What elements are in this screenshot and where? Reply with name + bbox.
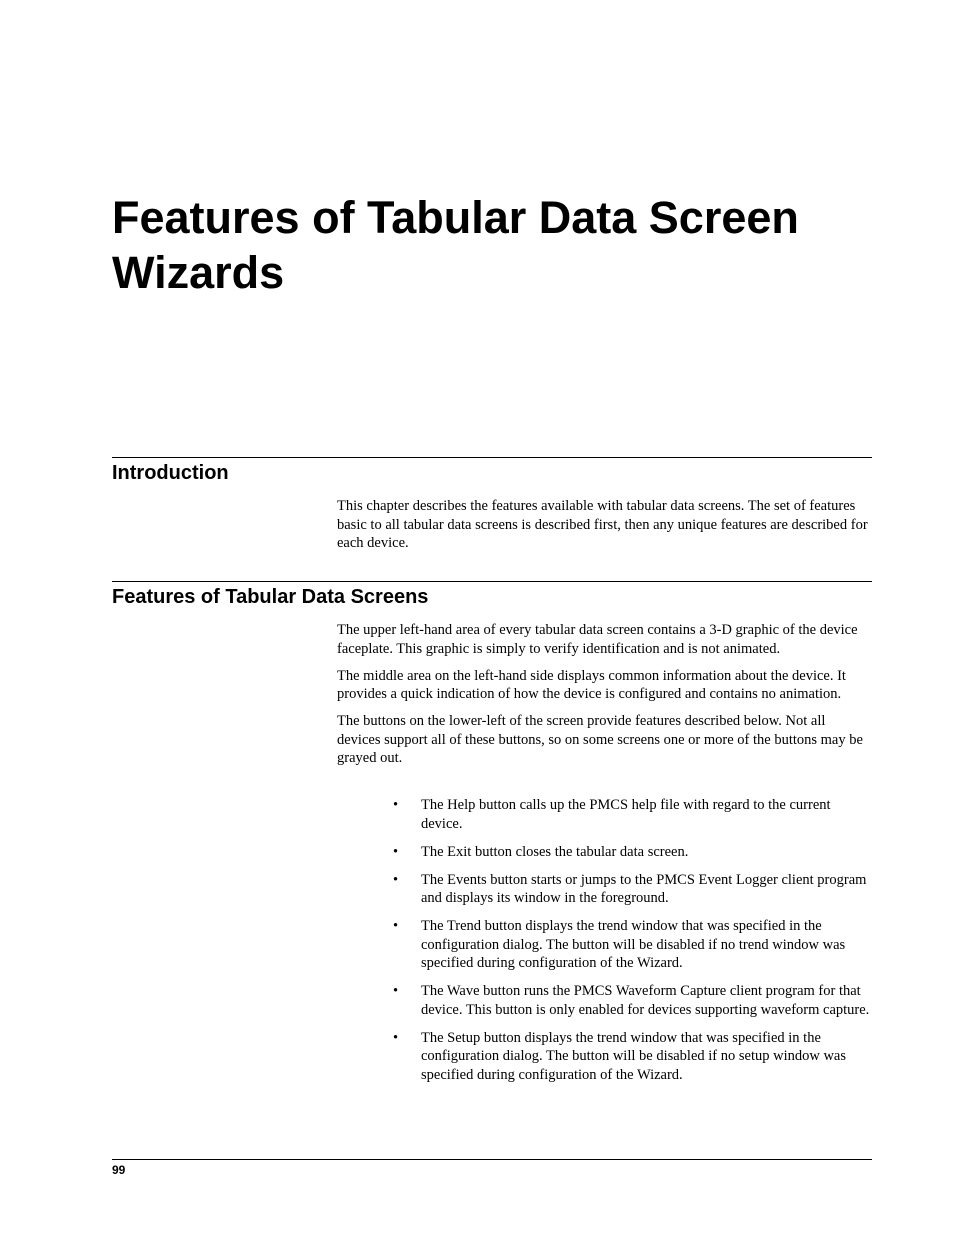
list-item [393,982,873,1019]
chapter-title: Features of Tabular Data Screen Wizards [112,192,799,298]
list-item [393,796,873,833]
paragraph: This chapter describes the features available with tabular data screens. The set of features basic to all tabular data screens is described first, then any unique features are described for each device. [337,498,868,551]
list-item-text: The Setup button displays the trend window that was specified in the configuration dialog. The button will be disabled if no setup window was specified during configuration of the Wizard. [421,1029,846,1083]
bullet-icon: • [393,983,399,999]
list-item [393,1029,873,1085]
list-item-text: The Wave button runs the PMCS Waveform Capture client program for that device. This button is only enabled for devices supporting waveform capture. [421,983,870,1018]
section-divider-introduction [112,457,872,458]
list-item [393,871,873,908]
list-item-text: The Events button starts or jumps to the PMCS Event Logger client program and displays its window in the foreground. [421,871,867,906]
paragraph: The buttons on the lower-left of the screen provide features described below. Not all devices support all of these buttons, so on some screens one or more of the buttons may be grayed out. [337,713,863,766]
section-divider-features [112,581,872,582]
bullet-icon: • [393,843,399,860]
bullet-icon: • [393,918,399,934]
page-number: 99 [112,1163,126,1177]
features-body [337,621,872,776]
paragraph: The upper left-hand area of every tabular data screen contains a 3-D graphic of the device faceplate. This graphic is simply to verify identification and is not animated. [337,622,858,657]
button-feature-list [393,796,873,1094]
bullet-icon: • [393,871,399,888]
footer-divider [112,1159,872,1160]
section-heading-features: Features of Tabular Data Screens [112,586,429,608]
bullet-icon: • [393,1029,399,1046]
section-heading-introduction: Introduction [112,462,229,484]
paragraph: The middle area on the left-hand side displays common information about the device. It provides a quick indication of how the device is configured and contains no animation. [337,667,846,702]
bullet-icon: • [393,797,399,813]
list-item [393,917,873,973]
introduction-body [337,497,872,561]
list-item-text: The Exit button closes the tabular data screen. [421,843,689,860]
list-item-text: The Help button calls up the PMCS help file with regard to the current device. [421,797,831,832]
list-item [393,843,873,862]
list-item-text: The Trend button displays the trend window that was specified in the configuration dialog. The button will be disabled if no trend window was specified during configuration of the Wizard. [421,918,846,971]
